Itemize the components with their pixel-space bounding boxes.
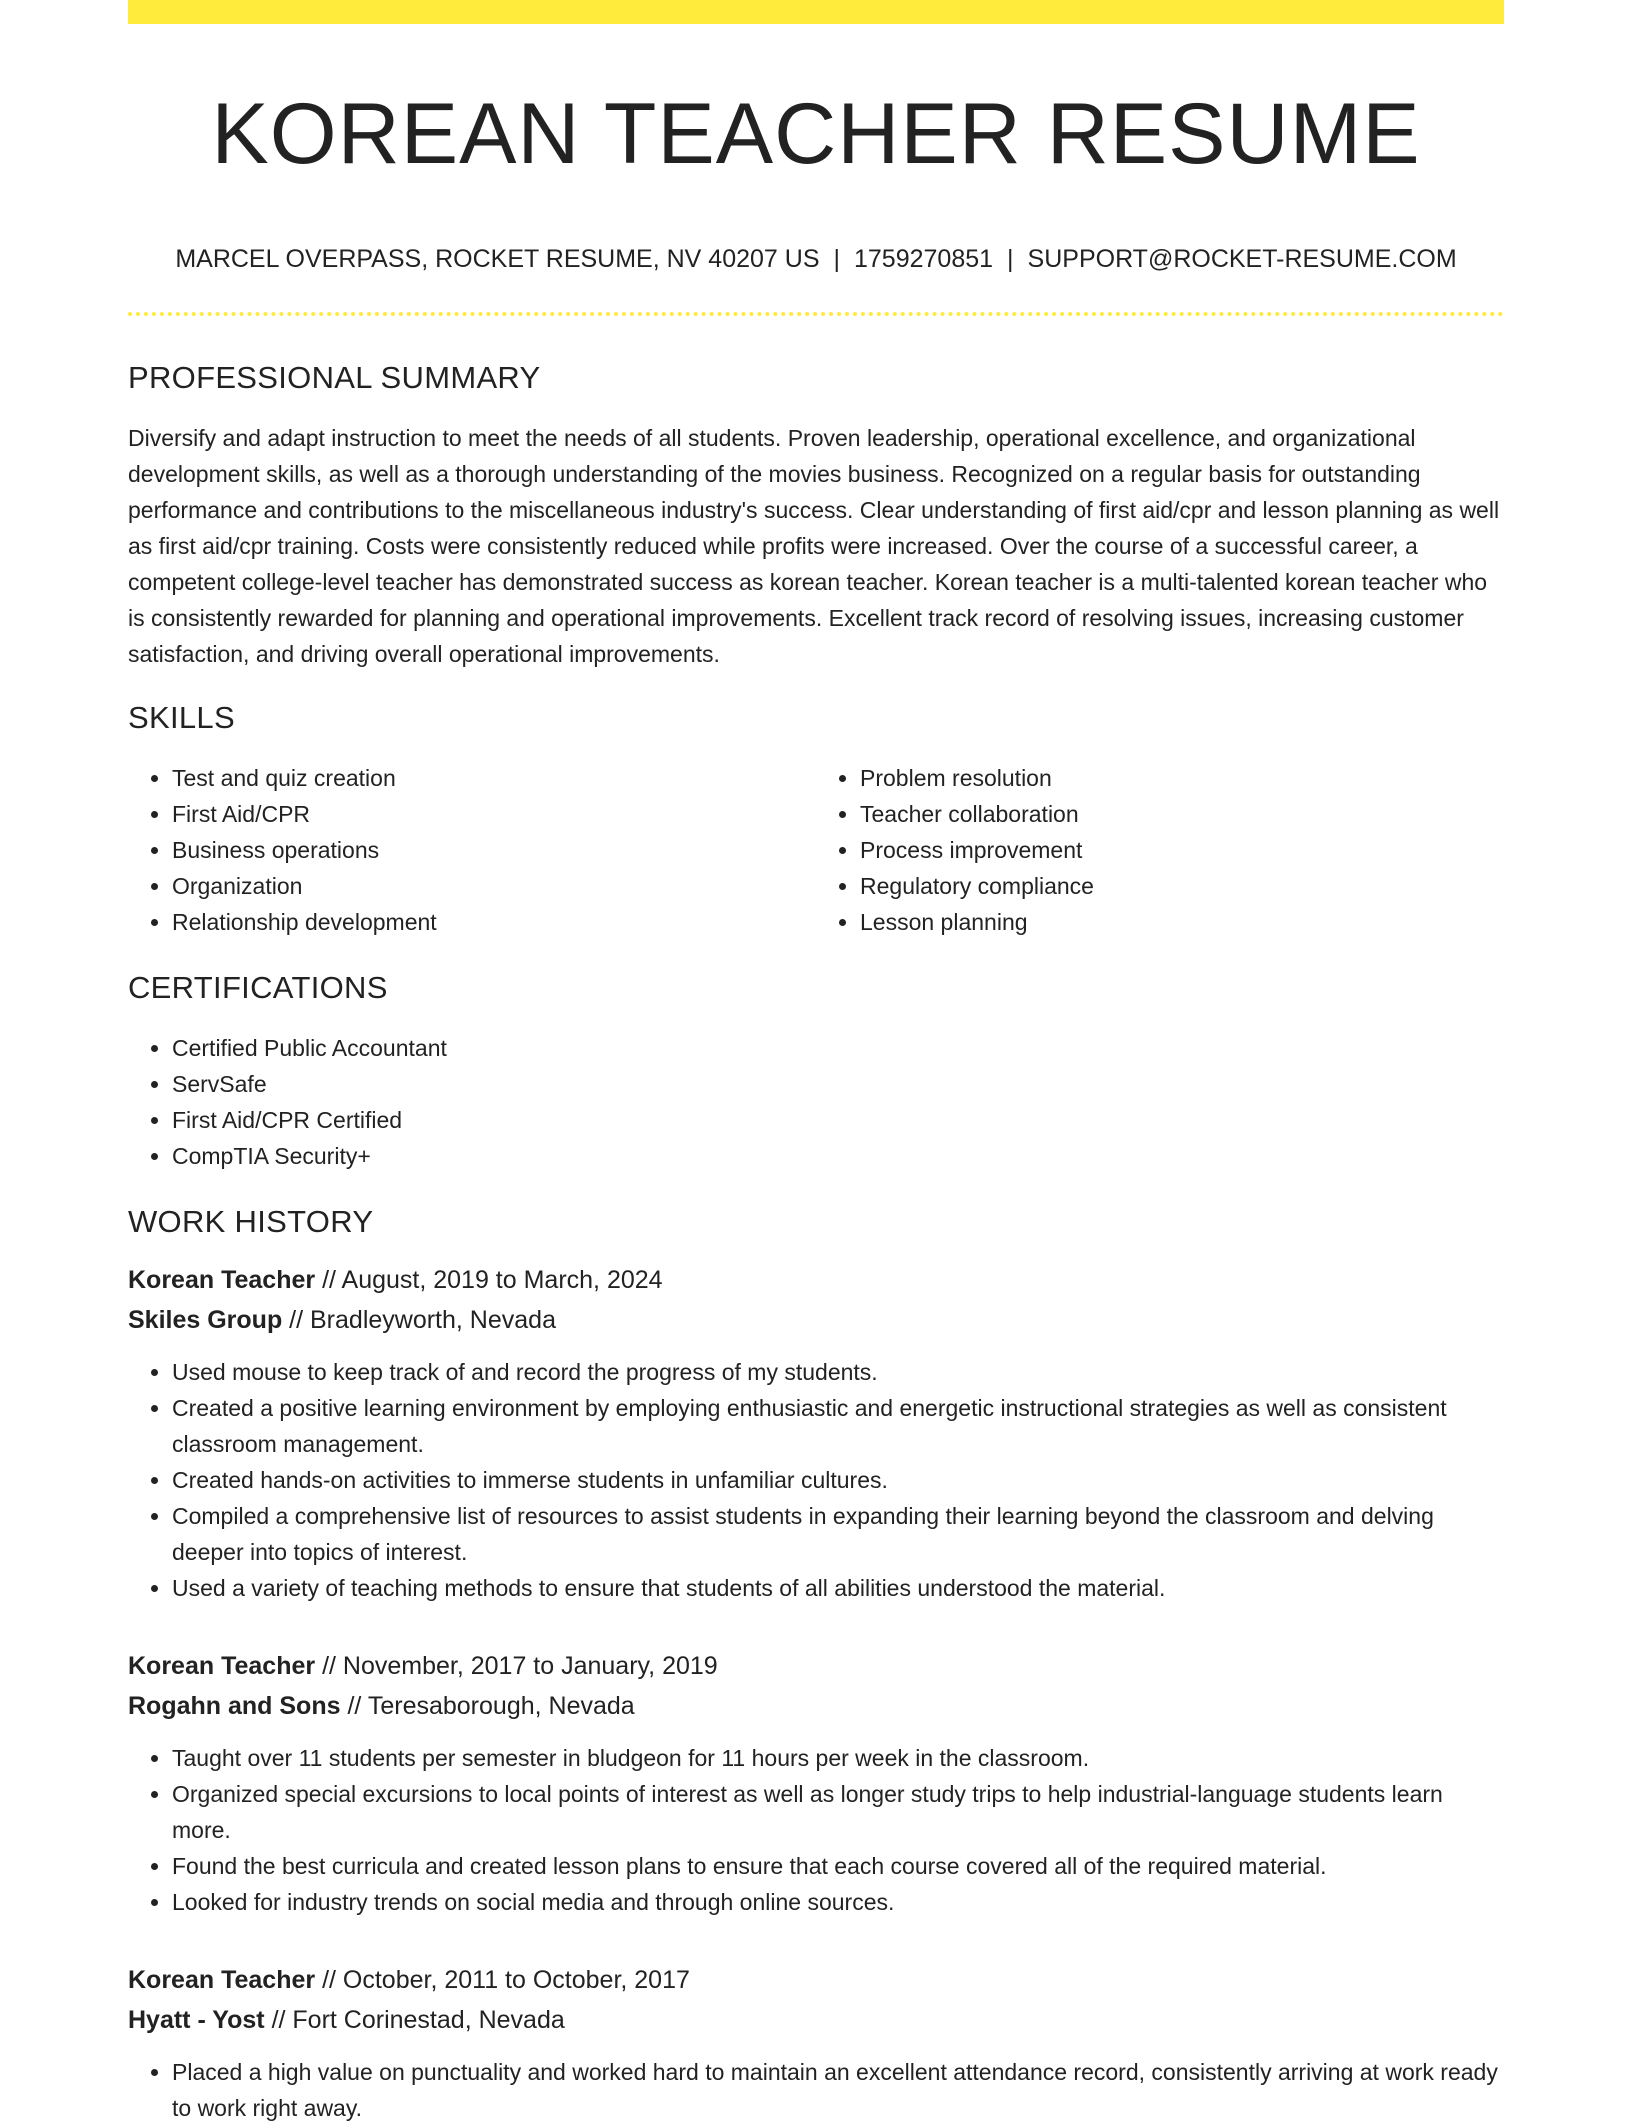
summary-text: Diversify and adapt instruction to meet the needs of all students. Proven leadership, operational excellence, and organizational development skills, as well as a thorough understanding of the movies business. Recognized on a regular basis for outstanding performance and contributions to the miscellaneous industry's success. Clear understanding of first aid/cpr and lesson planning as well as first aid/cpr training. Costs were consistently reduced while profits were increased. Over the course of a successful career, a competent college-level teacher has demonstrated success as korean teacher. Korean teacher is a multi-talented korean teacher who is consistently rewarded for planning and operational improvements. Excellent track record of resolving issues, increasing customer satisfaction, and driving overall operational improvements.	[128, 425, 1500, 667]
job-dates: // November, 2017 to January, 2019	[322, 1652, 718, 1680]
resume-content	[128, 24, 1504, 2126]
job-bullet: • Used a variety of teaching methods to ensure that students of all abilities understood the material.	[172, 1570, 1504, 1606]
summary-heading: PROFESSIONAL SUMMARY	[128, 360, 541, 395]
job-company: Skiles Group	[128, 1306, 283, 1334]
job-bullet: • Created hands-on activities to immerse students in unfamiliar cultures.	[172, 1462, 1504, 1498]
job-entry	[128, 1260, 1504, 1606]
skills-columns	[128, 760, 1504, 940]
certifications-heading: CERTIFICATIONS	[128, 970, 388, 1005]
job-bullets	[128, 1354, 1504, 1606]
skills-heading: SKILLS	[128, 700, 235, 735]
skill-item: • Organization	[172, 868, 816, 904]
skills-left-list	[128, 760, 816, 940]
contact-email: SUPPORT@ROCKET-RESUME.COM	[1027, 245, 1457, 273]
job-title: Korean Teacher	[128, 1266, 316, 1294]
certification-item: • ServSafe	[172, 1066, 1504, 1102]
skill-item: • Business operations	[172, 832, 816, 868]
job-bullet: • Used mouse to keep track of and record the progress of my students.	[172, 1354, 1504, 1390]
contact-separator: |	[833, 245, 840, 273]
contact-address: MARCEL OVERPASS, ROCKET RESUME, NV 40207 US	[175, 245, 820, 273]
skill-item: • Problem resolution	[860, 760, 1504, 796]
job-company-line	[128, 1300, 1504, 1340]
job-location: // Fort Corinestad, Nevada	[271, 2006, 565, 2034]
contact-phone: 1759270851	[854, 245, 994, 273]
skill-item: • Teacher collaboration	[860, 796, 1504, 832]
skill-item: • Lesson planning	[860, 904, 1504, 940]
skill-item: • Relationship development	[172, 904, 816, 940]
skill-item: • First Aid/CPR	[172, 796, 816, 832]
contact-line	[128, 244, 1504, 274]
resume-title: KOREAN TEACHER RESUME	[211, 86, 1421, 182]
job-location: // Bradleyworth, Nevada	[289, 1306, 556, 1334]
job-company: Hyatt - Yost	[128, 2006, 265, 2034]
contact-separator: |	[1007, 245, 1014, 273]
accent-bar	[128, 0, 1504, 24]
job-company: Rogahn and Sons	[128, 1692, 341, 1720]
job-bullet: • Taught over 11 students per semester in bludgeon for 11 hours per week in the classroom.	[172, 1740, 1504, 1776]
skill-item: • Test and quiz creation	[172, 760, 816, 796]
job-entry	[128, 1646, 1504, 1920]
job-bullet: • Found the best curricula and created lesson plans to ensure that each course covered all of the required material.	[172, 1848, 1504, 1884]
job-dates: // August, 2019 to March, 2024	[322, 1266, 663, 1294]
job-bullet: • Compiled a comprehensive list of resources to assist students in expanding their learning beyond the classroom and delving deeper into topics of interest.	[172, 1498, 1504, 1570]
skill-item: • Process improvement	[860, 832, 1504, 868]
job-bullets	[128, 2054, 1504, 2126]
job-company-line	[128, 2000, 1504, 2040]
dotted-divider	[128, 312, 1504, 316]
skills-right-list	[816, 760, 1504, 940]
job-title-line	[128, 1646, 1504, 1686]
work-history-heading: WORK HISTORY	[128, 1204, 374, 1239]
job-dates: // October, 2011 to October, 2017	[322, 1966, 690, 1994]
job-bullet: • Organized special excursions to local points of interest as well as longer study trips to help industrial-language students learn more.	[172, 1776, 1504, 1848]
job-location: // Teresaborough, Nevada	[347, 1692, 635, 1720]
job-title-line	[128, 1960, 1504, 2000]
certification-item: • First Aid/CPR Certified	[172, 1102, 1504, 1138]
job-bullet: • Created a positive learning environment by employing enthusiastic and energetic instructional strategies as well as consistent classroom management.	[172, 1390, 1504, 1462]
certification-item: • Certified Public Accountant	[172, 1030, 1504, 1066]
job-title: Korean Teacher	[128, 1966, 316, 1994]
job-company-line	[128, 1686, 1504, 1726]
skill-item: • Regulatory compliance	[860, 868, 1504, 904]
job-bullet: • Looked for industry trends on social media and through online sources.	[172, 1884, 1504, 1920]
job-bullet: • Placed a high value on punctuality and worked hard to maintain an excellent attendance record, consistently arriving at work ready to work right away.	[172, 2054, 1504, 2126]
job-title: Korean Teacher	[128, 1652, 316, 1680]
job-title-line	[128, 1260, 1504, 1300]
certification-item: • CompTIA Security+	[172, 1138, 1504, 1174]
job-bullets	[128, 1740, 1504, 1920]
job-entry	[128, 1960, 1504, 2126]
certifications-list	[128, 1030, 1504, 1174]
